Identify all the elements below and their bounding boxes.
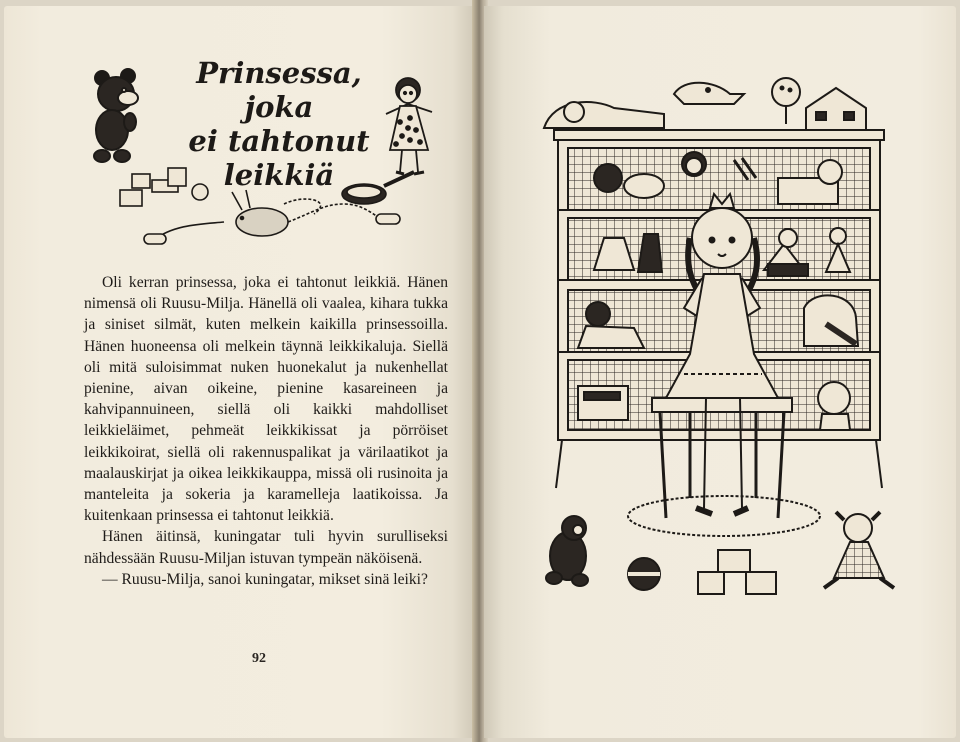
toys-illustration <box>114 164 414 256</box>
teddy-bear-illustration <box>88 66 148 166</box>
paragraph: Hänen äitinsä, kuningatar tuli hyvin surulliseksi nähdessään Ruusu-Miljan istuvan tympeän näköisenä. <box>84 528 448 567</box>
left-page <box>4 6 476 738</box>
paragraph: — Ruusu-Milja, sanoi kuningatar, mikset sinä leiki? <box>102 570 428 588</box>
princess-toy-shelf-illustration <box>534 68 944 608</box>
paragraph: Oli kerran prinsessa, joka ei tahtonut leikkiä. Hänen nimensä oli Ruusu-Milja. Hänellä oli vaalea, kihara tukka ja siniset silmät, kuten melkein kaikilla prinsessoilla. Hänen huoneensa oli melkein täynnä leikkikaluja. Siellä oli mitä suloisimmat nuken huonekalut ja nukenhellat pienine, aivan oikeine, pienine kasareineen ja kahvipannuineen, siellä oli kaikki mahdolliset leikkieläimet, pehmeät leikkikissat ja pörröiset leikkikoirat, siellä oli rakennuspalikat ja värilaatikot ja maalauskirjat ja oikea leikkikauppa, missä oli rusinoita ja manteleita ja sokeria ja karamelleja laatikoissa. Ja kuitenkaan prinsessa ei tahtonut leikkiä. <box>84 274 448 525</box>
title-line: Prinsessa, joka <box>196 56 362 124</box>
story-text <box>84 272 448 590</box>
title-line: leikkiä <box>223 158 335 192</box>
title-line: ei tahtonut <box>188 124 370 158</box>
page-number: 92 <box>252 651 266 666</box>
right-page <box>484 6 956 738</box>
